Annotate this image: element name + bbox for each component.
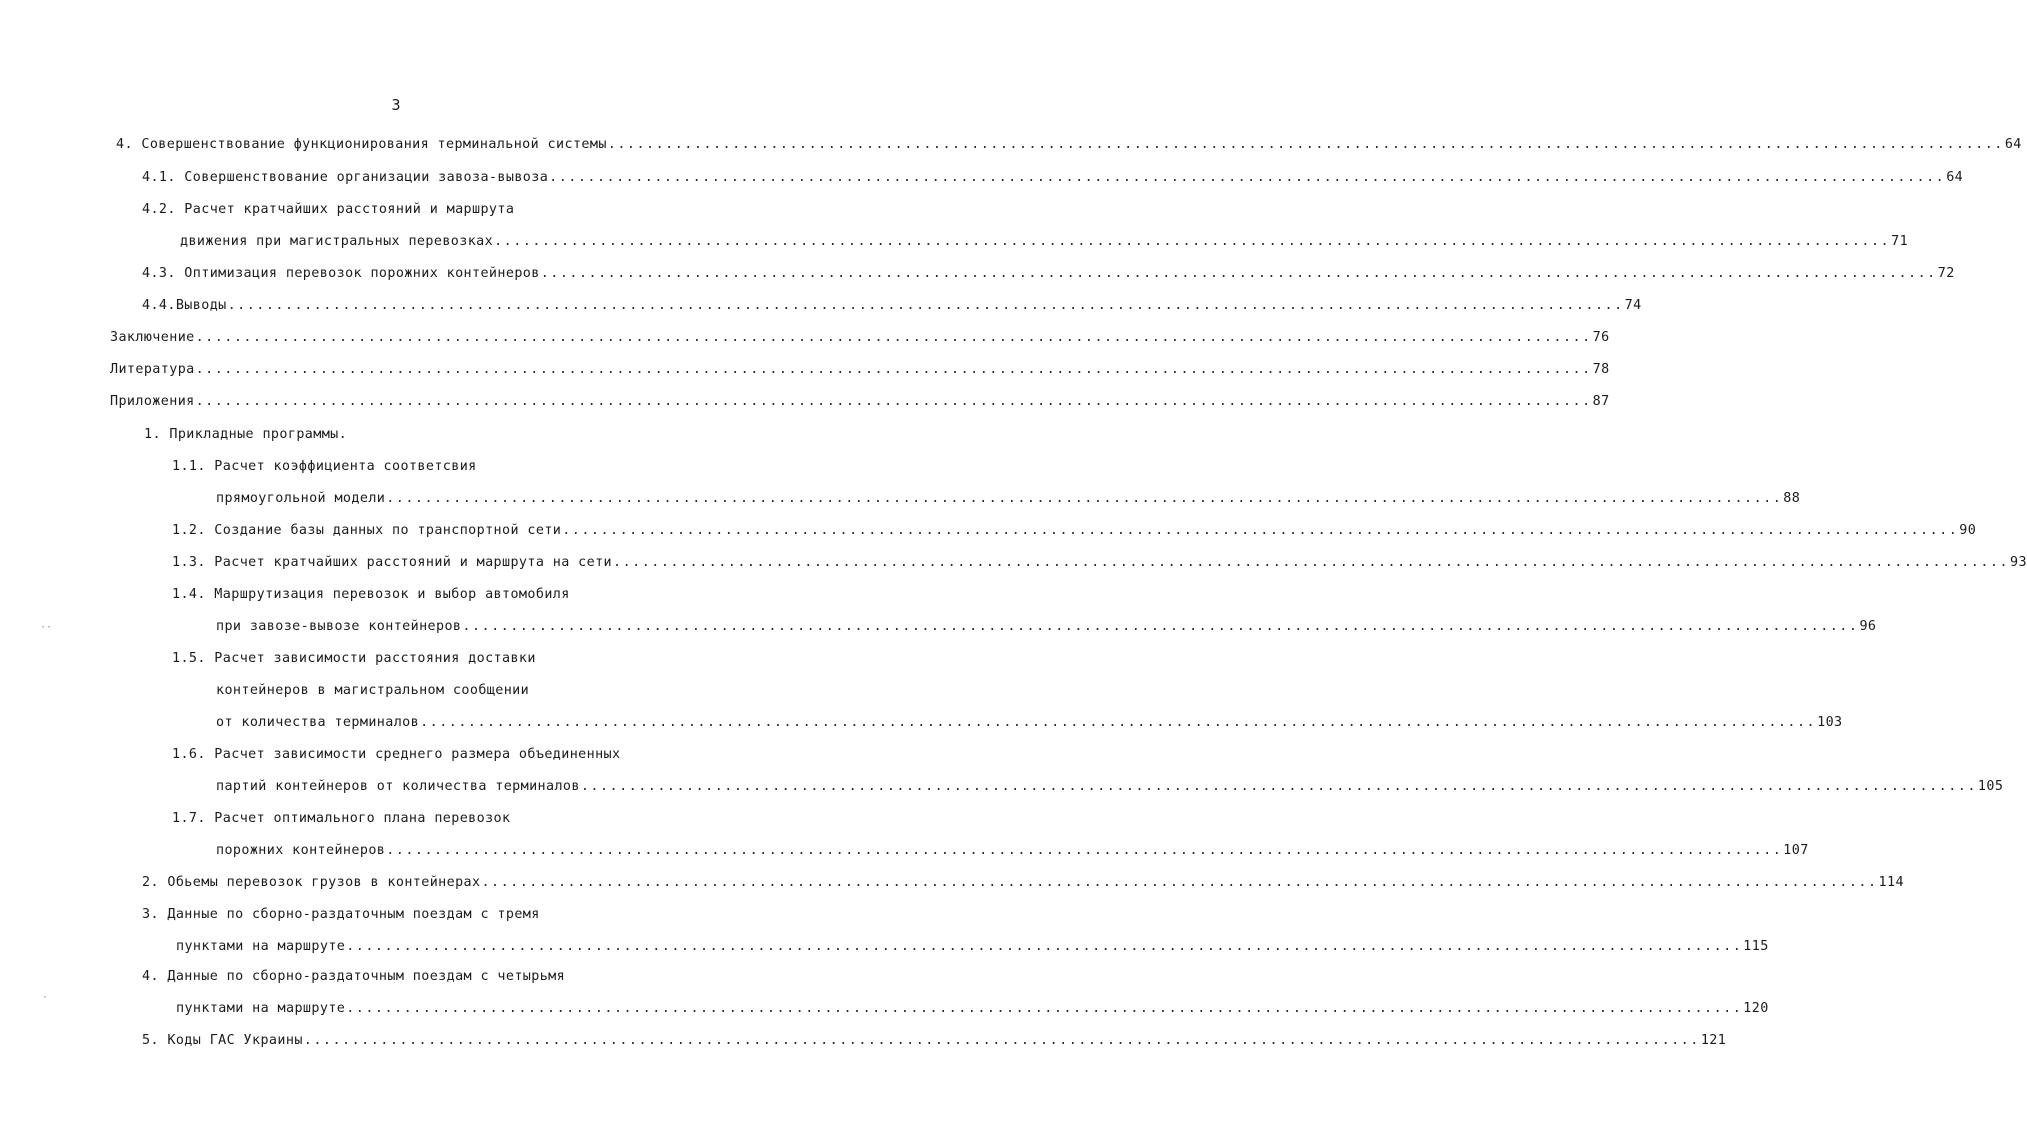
toc-entry-page: 88 [1783, 491, 1801, 506]
toc-entry [142, 872, 1904, 894]
toc-entry-page: 72 [1937, 266, 1955, 281]
toc-dot-leader: .................................................................................................................................................. [386, 491, 1783, 506]
toc-dot-leader: .................................................................................................................................................. [346, 1001, 1743, 1016]
toc-entry-title: 1.3. Расчет кратчайших расстояний и маршрута на сети [172, 555, 613, 570]
toc-entry-title: 4.1. Совершенствование организации завоза-вывоза [142, 170, 549, 185]
toc-entry-page: 105 [1977, 779, 2004, 794]
toc-dot-leader: .................................................................................................................................................. [420, 715, 1817, 730]
toc-entry [216, 712, 1843, 734]
toc-entry [110, 327, 1610, 349]
toc-dot-leader: .................................................................................................................................................. [346, 939, 1743, 954]
toc-entry-title: 1. Прикладные программы. [144, 427, 348, 442]
toc-entry-title: пунктами на маршруте [176, 939, 346, 954]
page-number: 3 [391, 96, 402, 114]
toc-entry-title: при завозе-вывозе контейнеров [216, 619, 462, 634]
toc-dot-leader: .................................................................................................................................................. [303, 1033, 1700, 1048]
toc-dot-leader: .................................................................................................................................................. [613, 555, 2010, 570]
toc-dot-leader: .................................................................................................................................................. [195, 394, 1592, 409]
toc-entry-title: 1.2. Создание базы данных по транспортной сети [172, 523, 562, 538]
scan-speck: · [42, 992, 49, 1003]
toc-entry-title: от количества терминалов [216, 715, 420, 730]
toc-entry [216, 488, 1801, 510]
toc-entry-page: 74 [1624, 298, 1642, 313]
toc-entry-page: 103 [1817, 715, 1843, 730]
toc-entry [142, 167, 1964, 189]
toc-entry-page: 87 [1592, 394, 1610, 409]
toc-entry [180, 231, 1909, 253]
toc-entry [116, 134, 2022, 156]
scan-speck: ·· [40, 622, 53, 633]
toc-entry [216, 840, 1809, 862]
toc-entry-title: 4. Данные по сборно-раздаточным поездам с четырьмя [142, 969, 566, 984]
toc-dot-leader: .................................................................................................................................................. [195, 362, 1592, 377]
toc-entry-page: 64 [2004, 137, 2022, 152]
toc-dot-leader: .................................................................................................................................................. [195, 330, 1592, 345]
toc-entry-page: 64 [1946, 170, 1964, 185]
toc-entry-title: 4.2. Расчет кратчайших расстояний и маршрута [142, 202, 515, 217]
toc-dot-leader: .................................................................................................................................................. [386, 843, 1783, 858]
toc-entry-title: Заключение [110, 330, 195, 345]
toc-entry-title: Литература [110, 362, 195, 377]
toc-entry-page: 120 [1743, 1001, 1769, 1016]
toc-entry-title: 1.4. Маршрутизация перевозок и выбор автомобиля [172, 587, 570, 602]
toc-dot-leader: .................................................................................................................................................. [462, 619, 1859, 634]
toc-entry [216, 616, 1877, 638]
toc-entry-title: 4.3. Оптимизация перевозок порожних контейнеров [142, 266, 540, 281]
toc-dot-leader: .................................................................................................................................................. [580, 779, 1977, 794]
toc-entry [142, 295, 1642, 317]
toc-dot-leader: .................................................................................................................................................. [549, 170, 1946, 185]
toc-entry-page: 93 [2010, 555, 2027, 570]
toc-entry [172, 552, 2027, 574]
toc-entry [176, 998, 1769, 1020]
toc-entry-page: 90 [1959, 523, 1977, 538]
toc-entry-page: 114 [1878, 875, 1904, 890]
toc-entry-page: 115 [1743, 939, 1769, 954]
toc-entry [172, 520, 1977, 542]
toc-entry [176, 936, 1769, 958]
toc-entry [110, 359, 1610, 381]
toc-dot-leader: .................................................................................................................................................. [494, 234, 1891, 249]
toc-entry-page: 76 [1592, 330, 1610, 345]
toc-entry-title: пунктами на маршруте [176, 1001, 346, 1016]
toc-entry-title: 4.4.Выводы [142, 298, 227, 313]
toc-entry-title: порожних контейнеров [216, 843, 386, 858]
toc-entry-title: 4. Совершенствование функционирования терминальной системы [116, 137, 607, 152]
toc-entry-page: 96 [1859, 619, 1877, 634]
toc-entry-page: 107 [1783, 843, 1809, 858]
toc-entry-title: контейнеров в магистральном сообщении [216, 683, 530, 698]
toc-entry [216, 776, 2004, 798]
toc-entry-title: 3. Данные по сборно-раздаточным поездам с тремя [142, 907, 540, 922]
toc-entry-title: 1.1. Расчет коэффициента соответсвия [172, 459, 477, 474]
toc-entry-title: 5. Коды ГАС Украины [142, 1033, 303, 1048]
toc-entry [110, 391, 1610, 413]
toc-entry-page: 78 [1592, 362, 1610, 377]
toc-dot-leader: .................................................................................................................................................. [562, 523, 1959, 538]
toc-entry-title: Приложения [110, 394, 195, 409]
toc-entry [142, 263, 1955, 285]
toc-dot-leader: .................................................................................................................................................. [540, 266, 1937, 281]
toc-dot-leader: .................................................................................................................................................. [481, 875, 1878, 890]
toc-entry-title: прямоугольной модели [216, 491, 386, 506]
toc-entry-title: 1.6. Расчет зависимости среднего размера объединенных [172, 747, 621, 762]
toc-entry-title: партий контейнеров от количества терминалов [216, 779, 580, 794]
toc-dot-leader: .................................................................................................................................................. [227, 298, 1624, 313]
toc-entry-page: 121 [1700, 1033, 1727, 1048]
toc-entry [142, 1030, 1727, 1052]
toc-entry-title: 1.7. Расчет оптимального плана перевозок [172, 811, 511, 826]
toc-entry-title: 1.5. Расчет зависимости расстояния доставки [172, 651, 536, 666]
toc-entry-title: движения при магистральных перевозках [180, 234, 494, 249]
toc-dot-leader: .................................................................................................................................................. [607, 137, 2004, 152]
toc-entry-title: 2. Обьемы перевозок грузов в контейнерах [142, 875, 481, 890]
toc-entry-page: 71 [1891, 234, 1909, 249]
